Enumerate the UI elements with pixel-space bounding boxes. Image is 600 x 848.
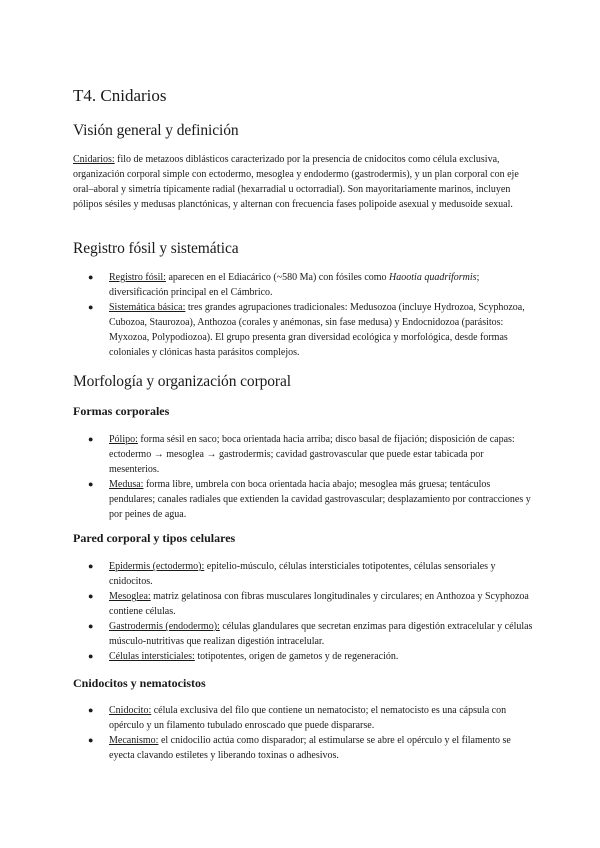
list-item <box>73 589 533 619</box>
heading-morfologia: Morfología y organización corporal <box>73 373 291 390</box>
item-text: tres grandes agrupaciones tradicionales: Medusozoa (incluye Hydrozoa, Scyphozoa, Cubozoa, Staurozoa), Anthozoa (corales y anémonas, sin fase medusa) y Endocnidozoa (parásitos: Myxozoa, Polypodiozoa). El grupo presenta gran diversidad ecológica y morfológica, desde formas coloniales y clónicas hasta parásitos complejos. <box>109 302 525 358</box>
term-celulas-intersticiales: Células intersticiales: <box>109 651 195 662</box>
list-item <box>73 559 533 589</box>
heading-cnidocitos: Cnidocitos y nematocistos <box>73 676 206 690</box>
term-registro-fosil: Registro fósil: <box>109 272 166 283</box>
item-text: célula exclusiva del filo que contiene un nematocisto; el nematocisto es una cápsula con opérculo y un filamento tubulado enroscado que puede dispararse. <box>109 705 507 731</box>
item-text: totipotentes, origen de gametos y de regeneración. <box>194 651 399 662</box>
bullet-icon: ● <box>88 705 94 715</box>
heading-formas-corporales: Formas corporales <box>73 404 170 418</box>
bullet-icon: ● <box>88 302 94 312</box>
list-item <box>73 619 533 649</box>
list-registro <box>73 270 533 360</box>
list-cnidocitos <box>73 703 533 763</box>
list-item <box>73 300 533 360</box>
item-text: epitelio-músculo, células intersticiales totipotentes, células sensoriales y cnidocitos. <box>109 561 496 587</box>
heading-pared-corporal: Pared corporal y tipos celulares <box>73 531 236 545</box>
bullet-icon: ● <box>88 591 94 601</box>
item-text: aparecen en el Ediacárico (~580 Ma) con fósiles como <box>165 272 390 283</box>
term-sistematica: Sistemática básica: <box>109 302 186 313</box>
paragraph-cnidarios <box>73 152 531 212</box>
bullet-icon: ● <box>88 651 94 661</box>
page-title: T4. Cnidarios <box>73 86 167 105</box>
bullet-icon: ● <box>88 621 94 631</box>
term-gastrodermis: Gastrodermis (endodermo): <box>109 621 220 632</box>
bullet-icon: ● <box>88 479 94 489</box>
bullet-icon: ● <box>88 434 94 444</box>
item-text: forma libre, umbrela con boca orientada hacia abajo; mesoglea más gruesa; tentáculos pendulares; canales radiales que extienden la cavidad gastrovascular; desplazamiento por contracciones y por peines de agua. <box>109 479 531 520</box>
list-pared <box>73 559 533 664</box>
list-item <box>73 703 533 733</box>
term-cnidocito: Cnidocito: <box>109 705 152 716</box>
term-mesoglea: Mesoglea: <box>109 591 151 602</box>
term-medusa: Medusa: <box>109 479 144 490</box>
item-text: ; diversificación principal en el Cámbrico. <box>109 272 480 298</box>
bullet-icon: ● <box>88 272 94 282</box>
item-text: matriz gelatinosa con fibras musculares longitudinales y circulares; en Anthozoa y Scyphozoa contiene células. <box>109 591 529 617</box>
heading-registro-fosil: Registro fósil y sistemática <box>73 240 239 257</box>
bullet-icon: ● <box>88 735 94 745</box>
list-item <box>73 649 533 664</box>
item-text: forma sésil en saco; boca orientada hacia arriba; disco basal de fijación; disposición de capas: ectodermo → mesoglea → gastrodermis; cavidad gastrovascular que puede estar tabicada por mesenterios. <box>109 434 515 475</box>
list-item <box>73 733 533 763</box>
item-text: células glandulares que secretan enzimas para digestión extracelular y células músculo-nutritivas que realizan digestión intracelular. <box>109 621 533 647</box>
list-formas <box>73 432 533 522</box>
item-text: el cnidocilio actúa como disparador; al estimularse se abre el opérculo y el filamento se eyecta clavando estiletes y liberando toxinas o adhesivos. <box>109 735 511 761</box>
list-item <box>73 270 533 300</box>
bullet-icon: ● <box>88 561 94 571</box>
heading-vision-general: Visión general y definición <box>73 122 239 139</box>
definition-text: filo de metazoos diblásticos caracterizado por la presencia de cnidocitos como célula exclusiva, organización corporal simple con ectodermo, mesoglea y endodermo (gastrodermis), y un plan corporal con eje oral–aboral y simetría típicamente radial (hexarradial u octorradial). Son mayoritariamente marinos, incluyen pólipos sésiles y medusas planctónicas, y alternan con frecuencia fases polipoide asexual y medusoide sexual. <box>73 154 519 210</box>
term-polipo: Pólipo: <box>109 434 138 445</box>
species-name: Haootia quadriformis <box>389 272 477 283</box>
list-item <box>73 432 533 477</box>
term-cnidarios: Cnidarios: <box>73 154 115 165</box>
term-epidermis: Epidermis (ectodermo): <box>109 561 205 572</box>
list-item <box>73 477 533 522</box>
term-mecanismo: Mecanismo: <box>109 735 159 746</box>
